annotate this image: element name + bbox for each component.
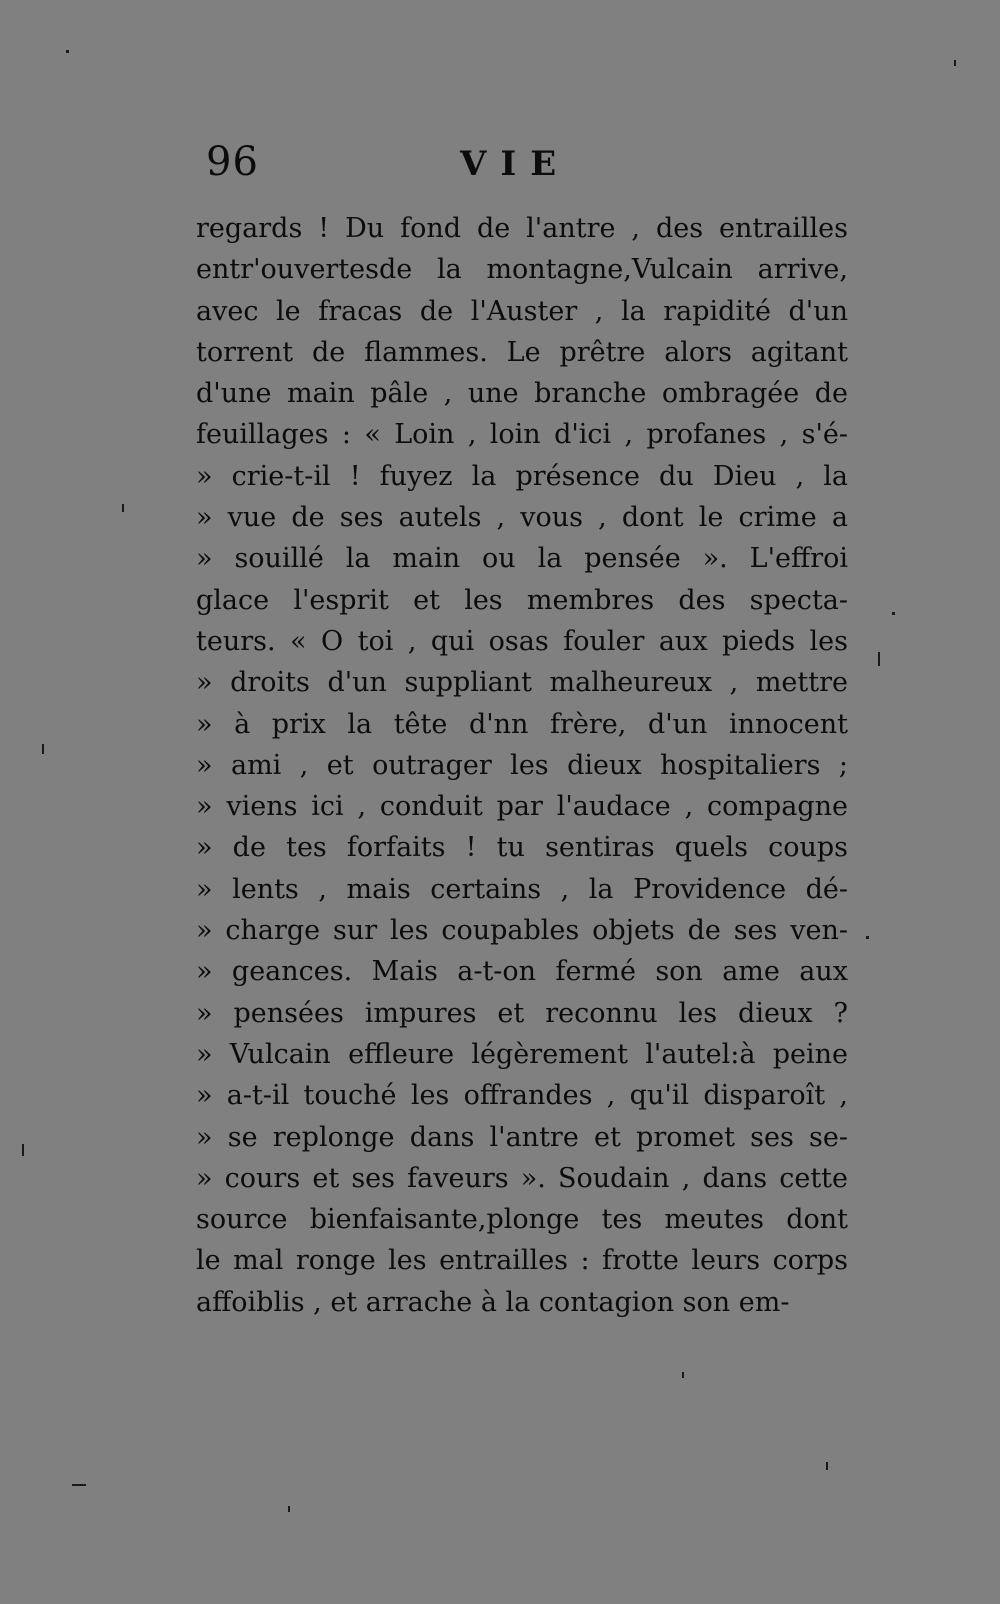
text-line: feuillages : « Loin , loin d'ici , profanes , s'é-	[196, 419, 848, 451]
text-line: » de tes forfaits ! tu sentiras quels coups	[196, 832, 848, 864]
scan-speck	[122, 504, 124, 512]
text-line: » se replonge dans l'antre et promet ses se-	[196, 1121, 848, 1153]
running-head: VIE	[460, 144, 571, 184]
scan-speck	[954, 60, 956, 66]
scan-speck	[682, 1372, 684, 1378]
text-line: » droits d'un suppliant malheureux , mettre	[196, 667, 848, 699]
text-line: » vue de ses autels , vous , dont le crime a	[196, 502, 848, 534]
text-line: » cours et ses faveurs ». Soudain , dans cette	[196, 1162, 848, 1194]
text-line: » lents , mais certains , la Providence dé-	[196, 873, 848, 905]
text-line: » souillé la main ou la pensée ». L'effroi	[196, 543, 848, 575]
text-line: regards ! Du fond de l'antre , des entrailles	[196, 213, 848, 244]
text-line: » pensées impures et reconnu les dieux ?	[196, 997, 848, 1029]
scan-speck	[22, 1144, 24, 1156]
page-number: 96	[206, 139, 259, 185]
scan-speck	[288, 1506, 290, 1512]
text-line: » a-t-il touché les offrandes , qu'il disparoît ,	[196, 1080, 848, 1112]
text-line: » charge sur les coupables objets de ses ven-	[196, 915, 848, 947]
text-line: d'une main pâle , une branche ombragée de	[196, 378, 848, 410]
text-line: le mal ronge les entrailles : frotte leurs corps	[196, 1245, 848, 1277]
scan-speck	[866, 936, 869, 939]
text-line: » Vulcain effleure légèrement l'autel:à peine	[196, 1038, 848, 1070]
text-line: entr'ouvertesde la montagne,Vulcain arrive,	[196, 254, 848, 286]
text-line: » viens ici , conduit par l'audace , compagne	[196, 791, 848, 823]
text-line: » crie-t-il ! fuyez la présence du Dieu , la	[196, 460, 848, 492]
body-text	[196, 208, 848, 1323]
scan-speck	[72, 1484, 86, 1486]
scan-speck	[826, 1462, 828, 1470]
text-line: torrent de flammes. Le prêtre alors agitant	[196, 336, 848, 368]
scan-speck	[878, 652, 880, 666]
text-line: affoiblis , et arrache à la contagion son em-	[196, 1286, 790, 1318]
text-line: source bienfaisante,plonge tes meutes dont	[196, 1204, 848, 1236]
text-line: » à prix la tête d'nn frère, d'un innocent	[196, 708, 848, 740]
text-line: » geances. Mais a-t-on fermé son ame aux	[196, 956, 848, 988]
scan-speck	[42, 744, 44, 754]
scan-speck	[66, 50, 69, 53]
text-line: glace l'esprit et les membres des specta-	[196, 584, 848, 616]
text-line: avec le fracas de l'Auster , la rapidité d'un	[196, 295, 848, 327]
scan-speck	[892, 612, 895, 615]
text-line: » ami , et outrager les dieux hospitaliers ;	[196, 749, 848, 781]
text-line: teurs. « O toi , qui osas fouler aux pieds les	[196, 625, 848, 657]
